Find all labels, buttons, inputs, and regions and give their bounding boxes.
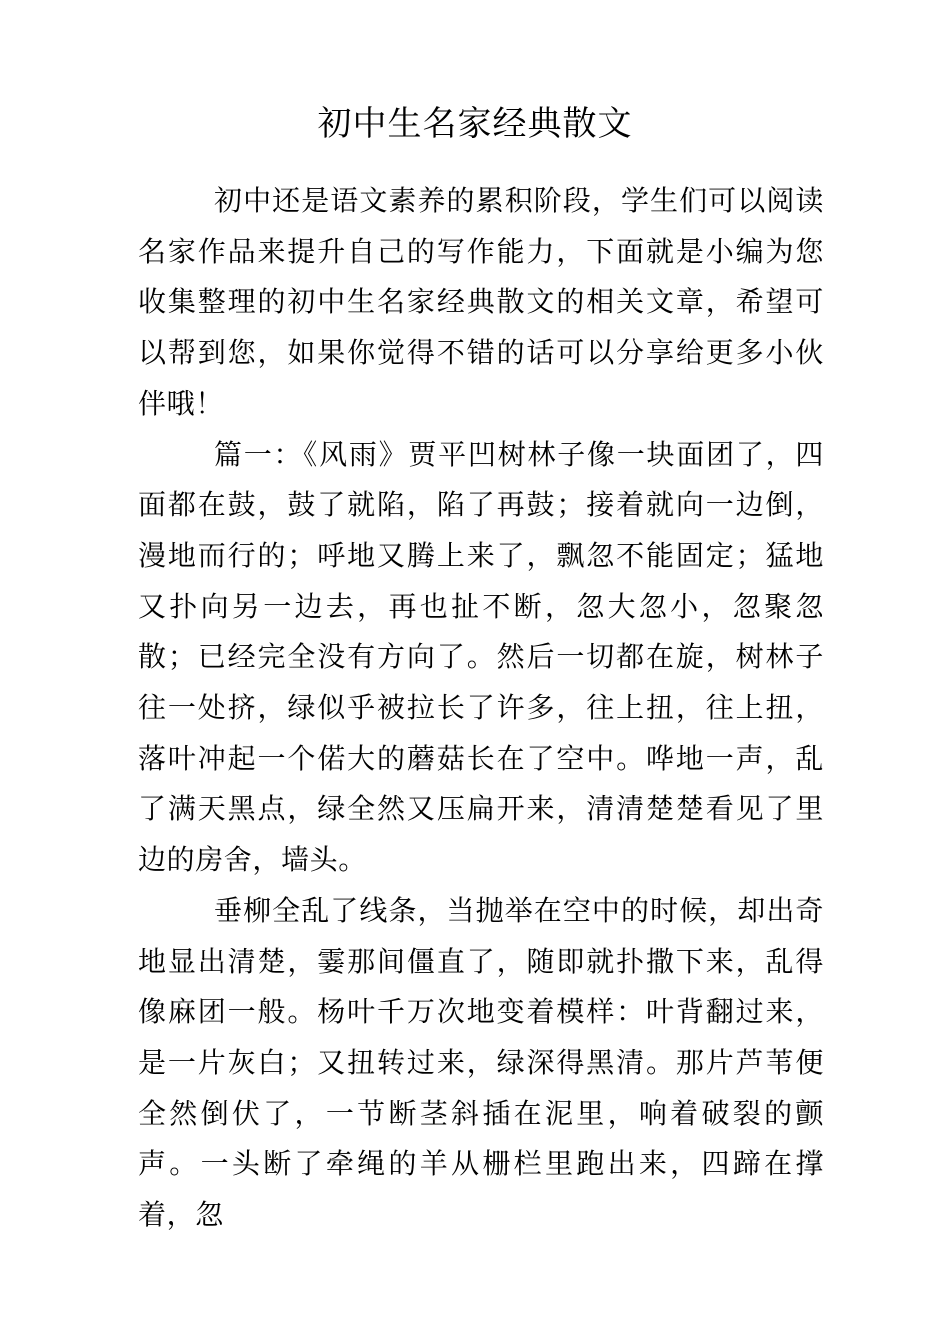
document-title: 初中生名家经典散文 [317, 104, 633, 144]
paragraph-essay-one: 篇一：《风雨》贾平凹树林子像一块面团了，四面都在鼓，鼓了就陷，陷了再鼓；接着就向一边倒，漫地而行的；呼地又腾上来了，飘忽不能固定；猛地又扑向另一边去，再也扯不断，忽大忽小，忽聚忽散；已经完全没有方向了。然后一切都在旋，树林子往一处挤，绿似乎被拉长了许多，往上扭，往上扭，落叶冲起一个偌大的蘑菇长在了空中。哗地一声，乱了满天黑点，绿全然又压扁开来，清清楚楚看见了里边的房舍，墙头。 [138, 437, 824, 877]
document-body [138, 176, 824, 1241]
paragraph-willow: 垂柳全乱了线条，当抛举在空中的时候，却出奇地显出清楚，霎那间僵直了，随即就扑撒下来，乱得像麻团一般。杨叶千万次地变着模样：叶背翻过来，是一片灰白；又扭转过来，绿深得黑清。那片芦苇便全然倒伏了，一节断茎斜插在泥里，响着破裂的颤声。一头断了牵绳的羊从栅栏里跑出来，四蹄在撑着，忽 [138, 893, 824, 1232]
paragraph-intro: 初中还是语文素养的累积阶段，学生们可以阅读名家作品来提升自己的写作能力，下面就是小编为您收集整理的初中生名家经典散文的相关文章，希望可以帮到您，如果你觉得不错的话可以分享给更多小伙伴哦！ [138, 184, 824, 420]
